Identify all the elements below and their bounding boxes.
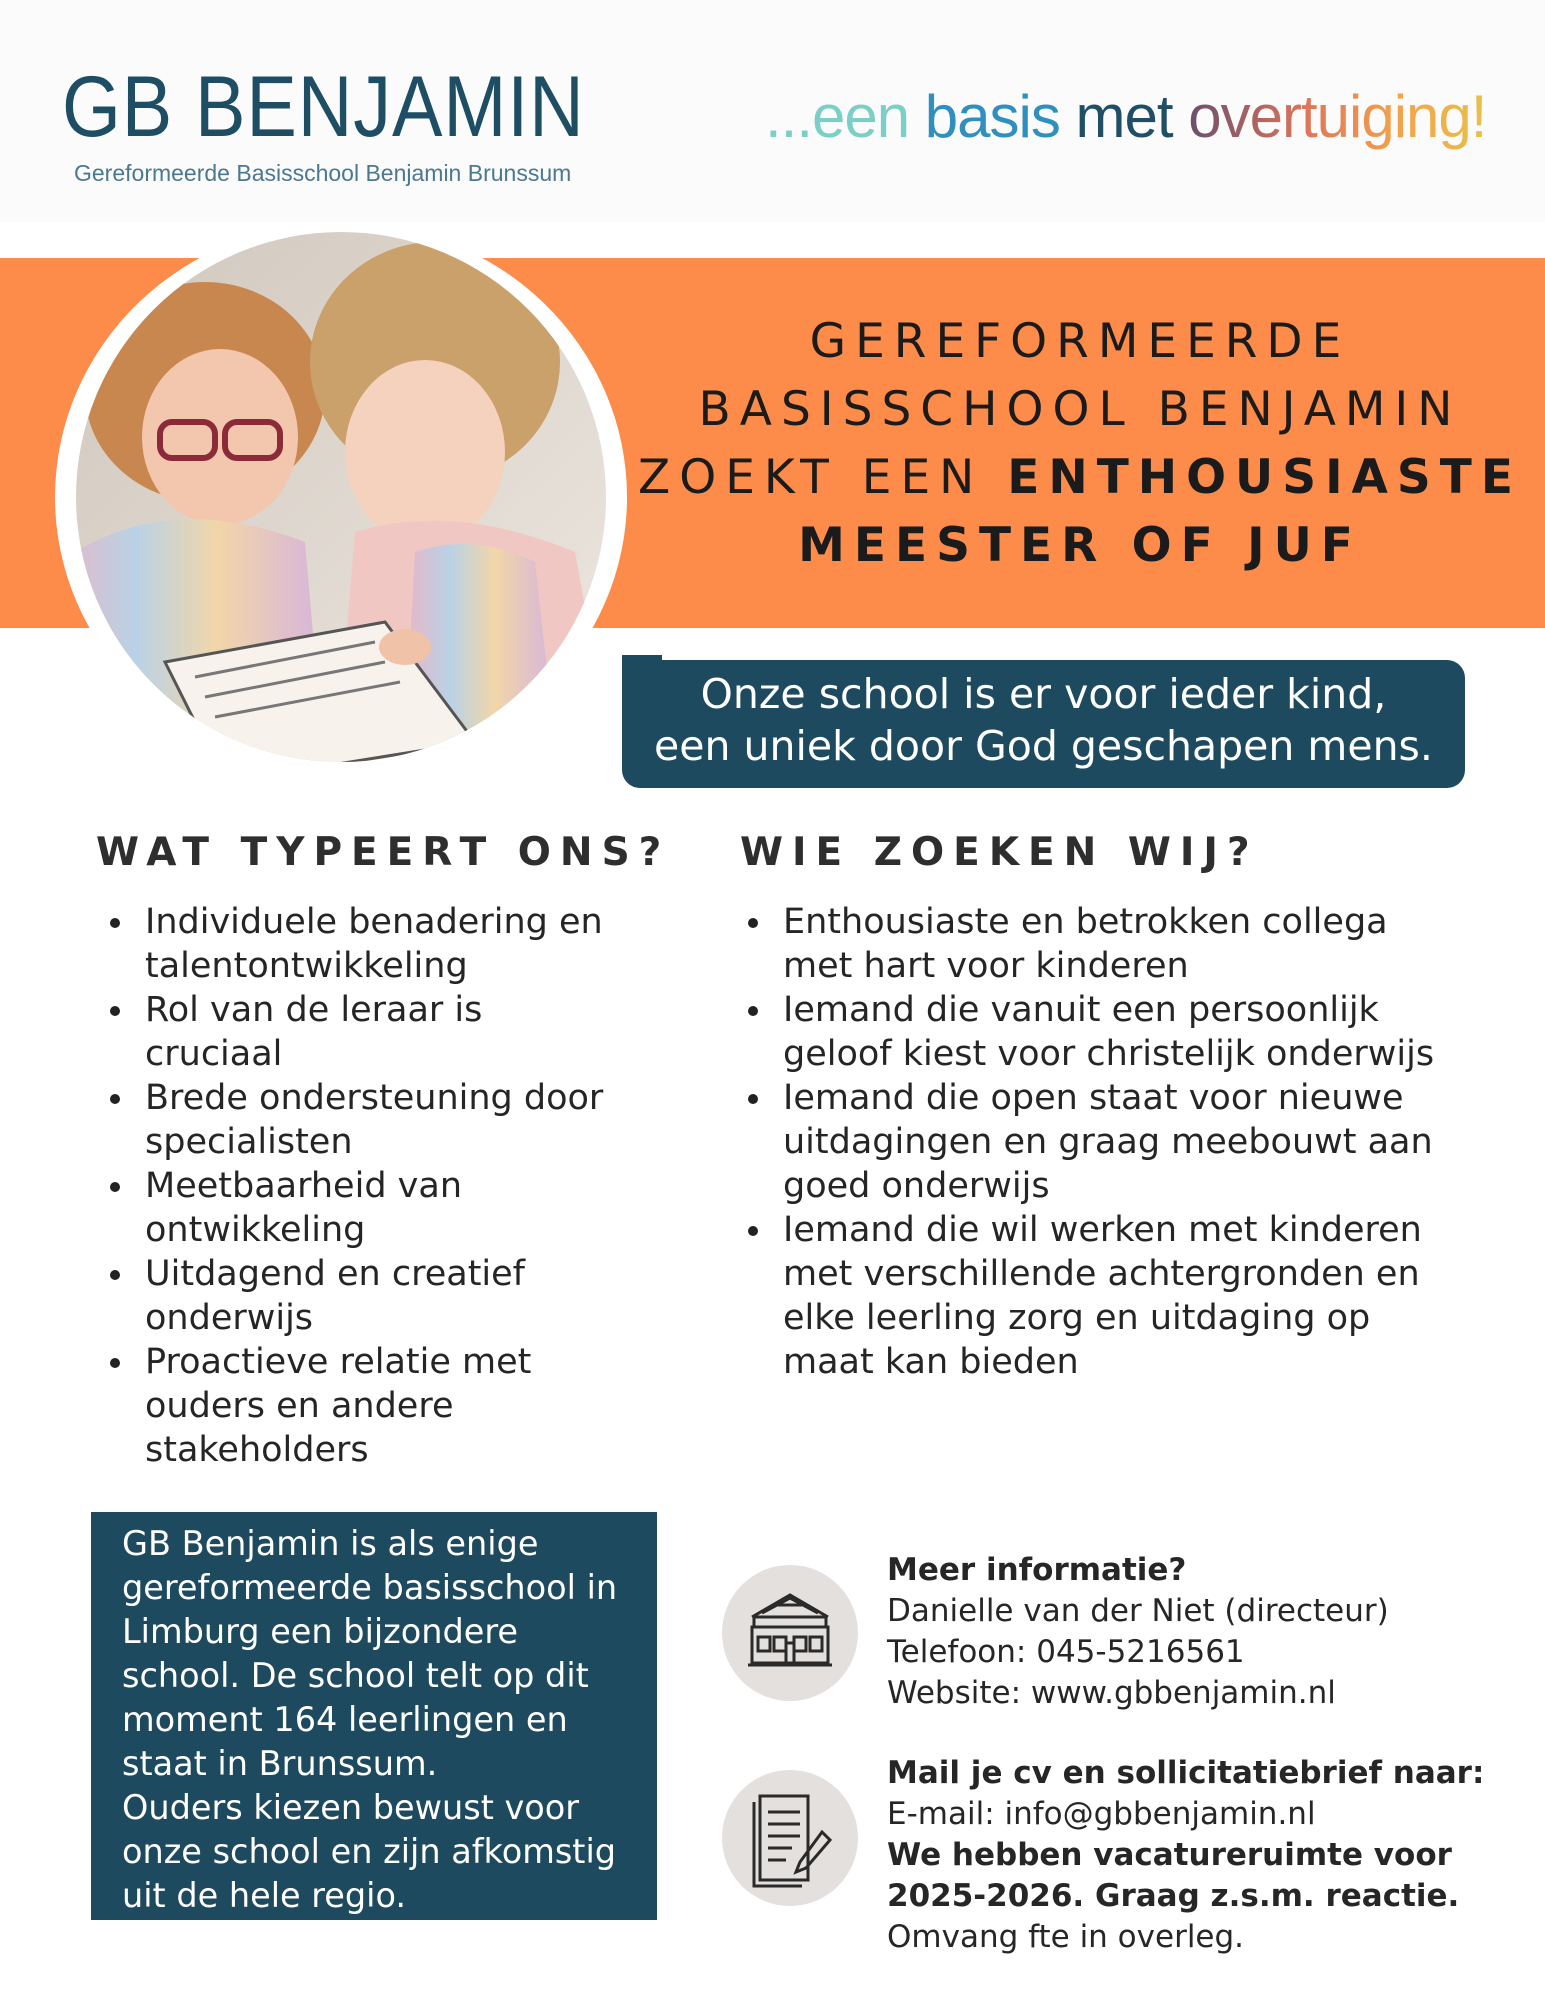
info-paragraph-2: Ouders kiezen bewust voor onze school en zijn afkomstig uit de hele regio. [122,1788,617,1915]
headline-line-4-bold: MEESTER OF JUF [798,518,1362,573]
application-info [887,1753,1484,1958]
logo-subtitle: Gereformeerde Basisschool Benjamin Brunssum [74,160,572,186]
heading-wie-zoeken-wij: WIE ZOEKEN WIJ? [740,830,1259,875]
contact-name: Danielle van der Niet (directeur) [887,1593,1389,1629]
tagline-part-basis: basis [924,83,1060,150]
list-item: Iemand die wil werken met kinderen met verschillende achtergronden en elke leerling zorg en uitdaging op maat kan bieden [738,1208,1438,1384]
list-item: Enthousiaste en betrokken collega met hart voor kinderen [738,900,1438,988]
list-item: Iemand die open staat voor nieuwe uitdagingen en graag meebouwt aan goed onderwijs [738,1076,1438,1208]
list-item: Brede ondersteuning door specialisten [100,1076,610,1164]
list-item: Iemand die vanuit een persoonlijk geloof kiest voor christelijk onderwijs [738,988,1438,1076]
list-item: Individuele benadering en talentontwikkeling [100,900,610,988]
heading-wat-typeert-ons: WAT TYPEERT ONS? [96,830,671,875]
quote-line-2: een uniek door God geschapen mens. [654,722,1433,770]
list-wat-typeert-ons [100,900,610,1472]
tagline-part-met: met [1075,83,1173,150]
contact-info [887,1550,1389,1714]
info-paragraph-1: GB Benjamin is als enige gereformeerde basisschool in Limburg een bijzondere school. De school telt op dit moment 164 leerlingen en staat in Brunssum. [122,1524,618,1783]
logo-title: GB BENJAMIN [62,59,585,155]
children-reading-photo [55,222,627,772]
quote-text [622,668,1465,772]
scope-note: Omvang fte in overleg. [887,1919,1245,1955]
headline-line-4 [600,512,1545,580]
headline-line-3-regular: ZOEKT EEN [638,450,984,505]
info-box-text [122,1522,642,1918]
tagline [765,82,1486,151]
list-item: Proactieve relatie met ouders en andere stakeholders [100,1340,610,1472]
contact-phone: Telefoon: 045-5216561 [887,1634,1245,1670]
list-wie-zoeken-wij [738,900,1438,1384]
vacancy-line-2: 2025-2026. Graag z.s.m. reactie. [887,1878,1460,1914]
list-item: Uitdagend en creatief onderwijs [100,1252,610,1340]
list-item: Meetbaarheid van ontwikkeling [100,1164,610,1252]
school-building-icon [722,1565,858,1701]
list-item: Rol van de leraar is cruciaal [100,988,610,1076]
headline [600,308,1545,580]
tagline-part-een: ...een [765,83,910,150]
vacancy-line-1: We hebben vacatureruimte voor [887,1837,1452,1873]
document-pen-icon [722,1770,858,1906]
headline-line-3 [600,444,1545,512]
tagline-part-overtuiging: overtuiging! [1188,83,1487,150]
headline-line-3-bold: ENTHOUSIASTE [1007,450,1522,505]
contact-heading: Meer informatie? [887,1552,1187,1588]
quote-line-1: Onze school is er voor ieder kind, [700,670,1387,718]
application-email[interactable]: E-mail: info@gbbenjamin.nl [887,1796,1316,1832]
headline-line-2: BASISSCHOOL BENJAMIN [698,382,1462,437]
application-heading: Mail je cv en sollicitatiebrief naar: [887,1755,1485,1791]
contact-website[interactable]: Website: www.gbbenjamin.nl [887,1675,1336,1711]
headline-line-1: GEREFORMEERDE [809,314,1351,369]
